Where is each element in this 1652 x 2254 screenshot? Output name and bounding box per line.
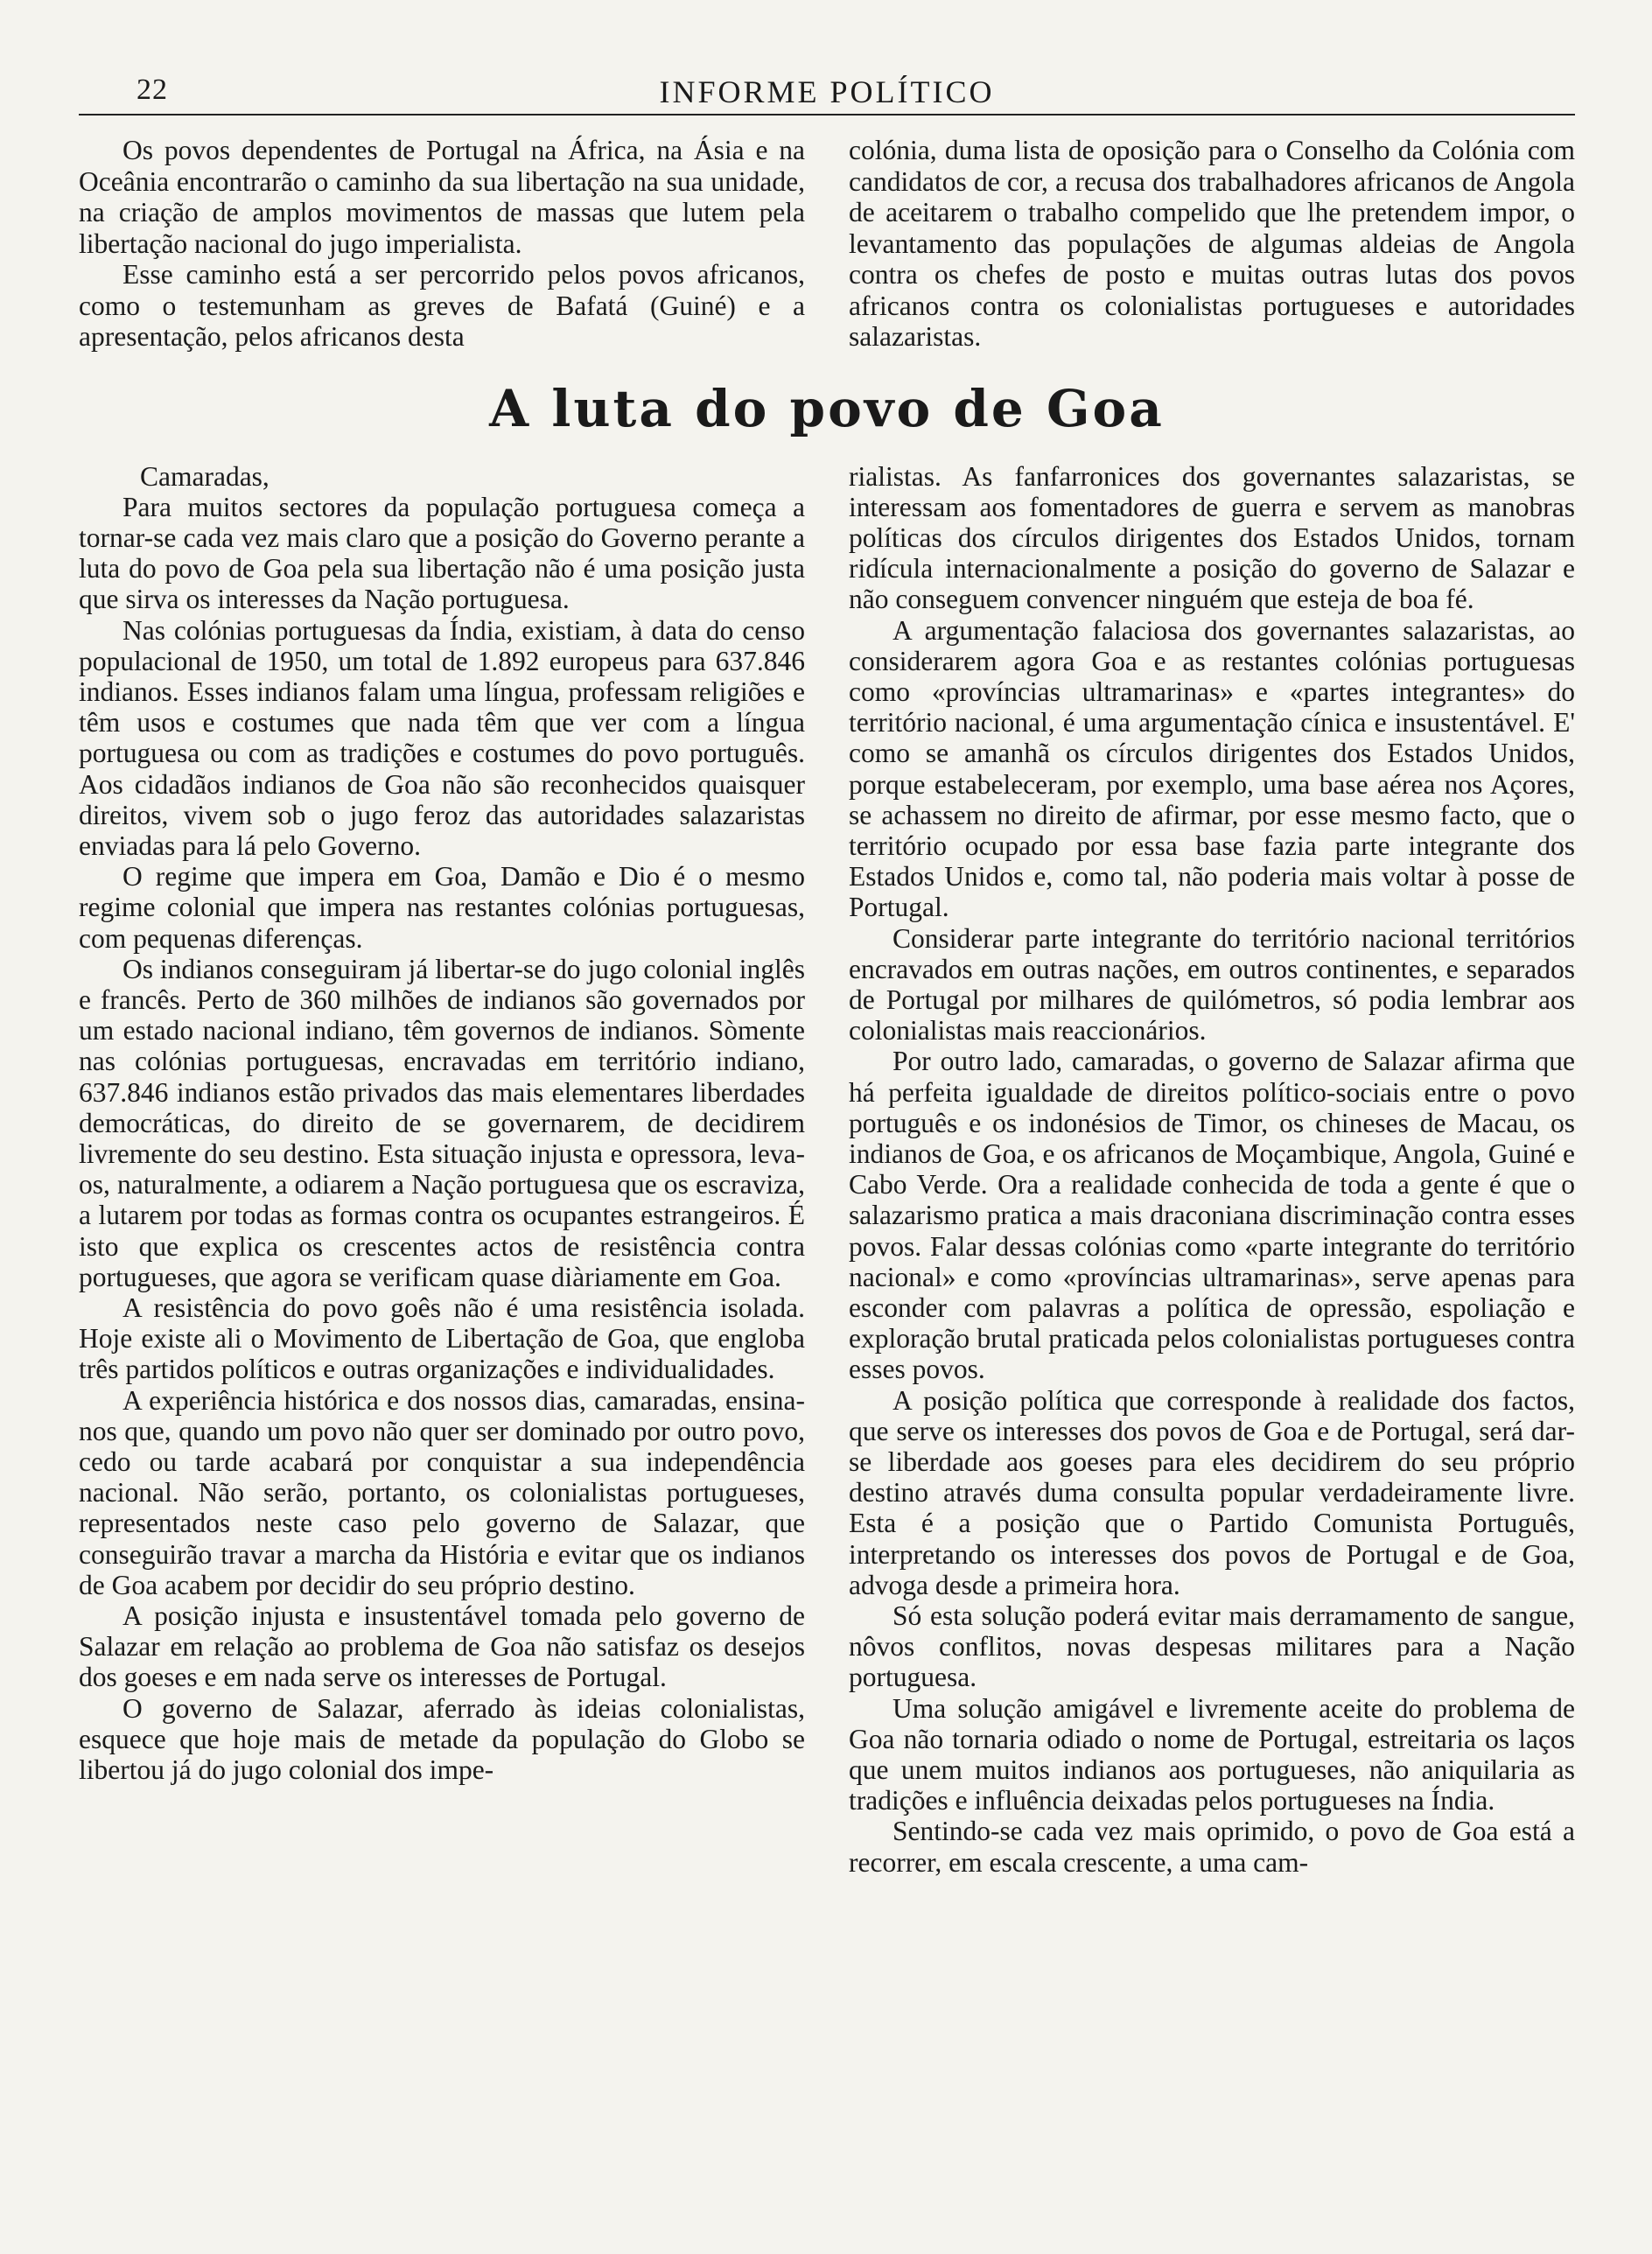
page-header — [79, 70, 1575, 116]
page-number: 22 — [136, 74, 168, 106]
paragraph: Para muitos sectores da população portuguesa começa a tornar-se cada vez mais claro que a posição do Governo perante a luta do povo de Goa pela sua libertação não é uma posição justa que sirva os interesses da Nação portuguesa. — [79, 491, 805, 615]
document-page — [79, 70, 1575, 2222]
paragraph: A experiência histórica e dos nossos dias, camaradas, ensina-nos que, quando um povo não quer ser dominado por outro povo, cedo ou tarde acabará por conquistar a sua independência nacional. Não serão, portanto, os colonialistas portugueses, representados neste caso pelo governo de Salazar, que conseguirão travar a marcha da História e evitar que os indianos de Goa acabem por decidir do seu próprio destino. — [79, 1384, 805, 1600]
paragraph: A argumentação falaciosa dos governantes salazaristas, ao considerarem agora Goa e as restantes colónias portuguesas como «províncias ultramarinas» e «partes integrantes» do território nacional, é uma argumentação cínica e insustentável. E' como se amanhã os círculos dirigentes dos Estados Unidos, porque estabeleceram, por exemplo, uma base aérea nos Açores, se achassem no direito de afirmar, por esse mesmo facto, que o território ocupado por essa base fazia parte integrante dos Estados Unidos e, como tal, não poderia mais voltar à posse de Portugal. — [849, 614, 1575, 923]
paragraph: Esse caminho está a ser percorrido pelos povos africanos, como o testemunham as greves de Bafatá (Guiné) e a apresentação, pelos africanos desta — [79, 259, 805, 352]
paragraph: A posição política que corresponde à realidade dos factos, que serve os interesses dos povos de Goa e de Portugal, será dar-se liberdade aos goeses para eles decidirem do seu próprio destino através duma consulta popular verdadeiramente livre. Esta é a posição que o Partido Comunista Português, interpretando os interesses dos povos de Portugal e de Goa, advoga desde a primeira hora. — [849, 1384, 1575, 1600]
article-title: A luta do povo de Goa — [489, 378, 1165, 438]
paragraph: Os povos dependentes de Portugal na África, na Ásia e na Oceânia encontrarão o caminho da sua libertação na sua unidade, na criação de amplos movimentos de massas que lutem pela libertação nacional do jugo imperialista. — [79, 135, 805, 259]
paragraph: Sentindo-se cada vez mais oprimido, o povo de Goa está a recorrer, em escala crescente, a uma cam- — [849, 1816, 1575, 1878]
paragraph: Considerar parte integrante do território nacional territórios encravados em outras nações, em outros continentes, e separados de Portugal por milhares de quilómetros, só podia lembrar aos colonialistas mais reaccionários. — [849, 922, 1575, 1046]
paragraph: O regime que impera em Goa, Damão e Dio é o mesmo regime colonial que impera nas restantes colónias portuguesas, com pequenas diferenças. — [79, 861, 805, 954]
intro-column-left — [79, 135, 805, 353]
paragraph: Os indianos conseguiram já libertar-se do jugo colonial inglês e francês. Perto de 360 milhões de indianos são governados por um estado nacional indiano, têm governos de indianos. Sòmente nas colónias portuguesas, encravadas em território indiano, 637.846 indianos estão privados das mais elementares liberdades democráticas, do direito de se governarem, de decidirem livremente do seu destino. Esta situação injusta e opressora, leva-os, naturalmente, a odiarem a Nação portuguesa que os escraviza, a lutarem por todas as formas contra os ocupantes estrangeiros. É isto que explica os crescentes actos de resistência contra portugueses, que agora se verificam quase diàriamente em Goa. — [79, 953, 805, 1292]
paragraph: Por outro lado, camaradas, o governo de Salazar afirma que há perfeita igualdade de direitos político-sociais entre o povo português e os indonésios de Timor, os chineses de Macau, os indianos de Goa, e os africanos de Moçambique, Angola, Guiné e Cabo Verde. Ora a realidade conhecida de toda a gente é que o salazarismo pratica a mais draconiana discriminação contra esses povos. Falar dessas colónias como «parte integrante do território nacional» e como «províncias ultramarinas», serve apenas para esconder com palavras a política de opressão, espoliação e exploração brutal praticada pelos colonialistas portugueses contra esses povos. — [849, 1046, 1575, 1385]
salutation: Camaradas, — [140, 460, 270, 492]
intro-section — [79, 135, 1575, 353]
paragraph: colónia, duma lista de oposição para o Conselho da Colónia com candidatos de cor, a recusa dos trabalhadores africanos de Angola de aceitarem o trabalho compelido que lhe pretendem impor, o levantamento das populações de algumas aldeias de Angola contra os chefes de posto e muitas outras lutas dos povos africanos contra os colonialistas portugueses e autoridades salazaristas. — [849, 135, 1575, 352]
article-body — [79, 461, 1575, 1878]
paragraph: Uma solução amigável e livremente aceite do problema de Goa não tornaria odiado o nome de Portugal, estreitaria os laços que unem muitos indianos aos portugueses, não aniquilaria as tradições e influência deixadas pelos portugueses na Índia. — [849, 1692, 1575, 1816]
paragraph: rialistas. As fanfarronices dos governantes salazaristas, se interessam aos fomentadores de guerra e servem as manobras políticas dos círculos dirigentes dos Estados Unidos, tornam ridícula internacionalmente a posição do governo de Salazar e não conseguem convencer ninguém que esteja de boa fé. — [849, 460, 1575, 615]
article-column-right — [849, 461, 1575, 1878]
intro-column-right — [849, 135, 1575, 353]
paragraph: Nas colónias portuguesas da Índia, existiam, à data do censo populacional de 1950, um total de 1.892 europeus para 637.846 indianos. Esses indianos falam uma língua, professam religiões e têm usos e costumes que nada têm que ver com a língua portuguesa ou com as tradições e costumes do povo português. Aos cidadãos indianos de Goa não são reconhecidos quaisquer direitos, vivem sob o jugo feroz das autoridades salazaristas enviadas para lá pelo Governo. — [79, 614, 805, 861]
running-title: INFORME POLÍTICO — [659, 74, 995, 109]
paragraph: O governo de Salazar, aferrado às ideias colonialistas, esquece que hoje mais de metade da população do Globo se libertou já do jugo colonial dos impe- — [79, 1692, 805, 1786]
paragraph: A resistência do povo goês não é uma resistência isolada. Hoje existe ali o Movimento de Libertação de Goa, que engloba três partidos políticos e outras organizações e individualidades. — [79, 1292, 805, 1385]
article-column-left — [79, 461, 805, 1878]
paragraph: A posição injusta e insustentável tomada pelo governo de Salazar em relação ao problema de Goa não satisfaz os desejos dos goeses e em nada serve os interesses de Portugal. — [79, 1600, 805, 1693]
paragraph: Só esta solução poderá evitar mais derramamento de sangue, nôvos conflitos, novas despesas militares para a Nação portuguesa. — [849, 1600, 1575, 1693]
